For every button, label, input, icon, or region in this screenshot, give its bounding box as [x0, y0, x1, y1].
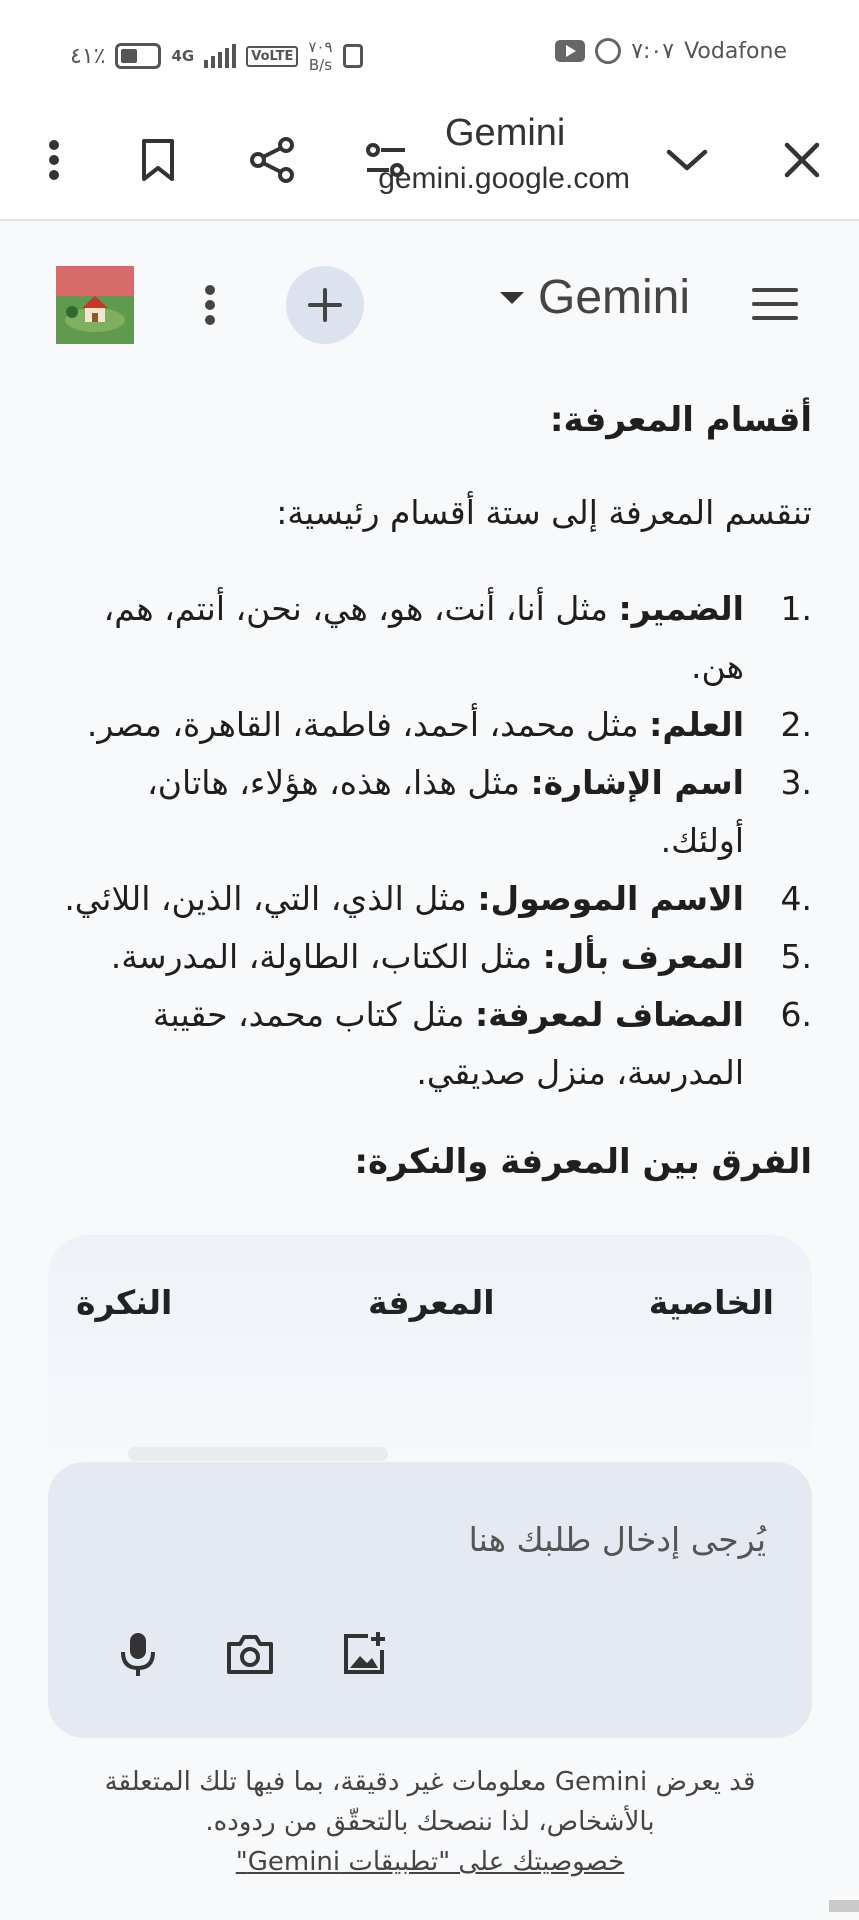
prompt-box[interactable]: [48, 1462, 812, 1738]
more-options-icon[interactable]: [22, 128, 86, 192]
menu-icon[interactable]: [752, 284, 798, 324]
chat-options-icon[interactable]: [190, 276, 230, 334]
table-header-property: الخاصية: [648, 1283, 774, 1322]
list-term: اسم الإشارة:: [530, 763, 744, 802]
status-bar-left: [70, 38, 363, 74]
prompt-input[interactable]: يُرجى إدخال طلبك هنا: [468, 1520, 766, 1559]
speed-unit: B/s: [308, 56, 333, 74]
list-item: [60, 696, 812, 754]
network-speed: [308, 38, 332, 74]
list-item: [60, 580, 812, 696]
list-item: [60, 870, 812, 928]
list-term: المضاف لمعرفة:: [474, 995, 744, 1034]
list-item: [60, 928, 812, 986]
clock: ٧:٠٧: [631, 38, 675, 64]
plus-icon: [307, 287, 343, 323]
table-row: [128, 1447, 388, 1461]
list-number: 4.: [780, 879, 812, 918]
status-bar: [0, 0, 859, 100]
list-term: العلم:: [649, 705, 744, 744]
table-header-indefinite: النكرة: [76, 1283, 173, 1322]
disclaimer-text: قد يعرض Gemini معلومات غير دقيقة، بما فيها تلك المتعلقة بالأشخاص، لذا ننصحك بالتحقّق من ردوده.: [104, 1767, 756, 1837]
page-title: Gemini: [445, 112, 566, 154]
table-header-definite: المعرفة: [368, 1283, 495, 1322]
close-icon[interactable]: [770, 128, 834, 192]
speed-value: ٧٠٩: [308, 38, 333, 56]
signal-icon: [204, 44, 236, 68]
intro-paragraph: تنقسم المعرفة إلى ستة أقسام رئيسية:: [276, 493, 812, 532]
list-number: 3.: [780, 763, 812, 802]
disclaimer: [60, 1762, 800, 1882]
avatar[interactable]: [56, 266, 134, 344]
list-term: الاسم الموصول:: [477, 879, 744, 918]
camera-icon[interactable]: [218, 1622, 282, 1686]
volte-badge: VoLTE: [246, 46, 298, 67]
page-url[interactable]: gemini.google.com: [378, 162, 630, 195]
browser-toolbar: [0, 100, 859, 221]
list-desc: مثل محمد، أحمد، فاطمة، القاهرة، مصر.: [86, 705, 650, 744]
bookmark-icon[interactable]: [126, 128, 190, 192]
whatsapp-icon: [595, 38, 621, 64]
list-number: 1.: [780, 589, 812, 628]
section-heading-2: الفرق بين المعرفة والنكرة:: [354, 1142, 812, 1182]
list-term: الضمير:: [618, 589, 744, 628]
model-switcher[interactable]: [500, 270, 690, 325]
microphone-icon[interactable]: [106, 1622, 170, 1686]
new-chat-button[interactable]: [286, 266, 364, 344]
list-desc: مثل أنا، أنت، هو، هي، نحن، أنتم، هم، هن.: [103, 589, 744, 686]
share-icon[interactable]: [240, 128, 304, 192]
list-item: [60, 754, 812, 870]
brand-name: Gemini: [538, 271, 691, 324]
list-desc: مثل كتاب محمد، حقيبة المدرسة، منزل صديقي.: [152, 995, 744, 1092]
list-desc: مثل الذي، التي، الذين، اللائي.: [64, 879, 478, 918]
knowledge-list: [60, 580, 812, 1102]
network-type: 4G: [171, 47, 195, 65]
list-term: المعرف بأل:: [542, 937, 744, 976]
privacy-link[interactable]: خصوصيتك على "تطبيقات Gemini": [235, 1847, 625, 1877]
nfc-icon: [343, 44, 363, 68]
caret-down-icon: [500, 292, 524, 304]
list-desc: مثل الكتاب، الطاولة، المدرسة.: [110, 937, 543, 976]
list-number: 2.: [780, 705, 812, 744]
add-image-icon[interactable]: [332, 1622, 396, 1686]
status-bar-right: [555, 38, 787, 64]
list-number: 5.: [780, 937, 812, 976]
list-desc: مثل هذا، هذه، هؤلاء، هاتان، أولئك.: [147, 763, 744, 860]
youtube-icon: [555, 40, 585, 62]
response-content: [60, 390, 812, 1192]
section-heading: أقسام المعرفة:: [549, 400, 812, 440]
chevron-down-icon[interactable]: [655, 128, 719, 192]
battery-icon: [115, 43, 161, 69]
list-item: [60, 986, 812, 1102]
list-number: 6.: [780, 995, 812, 1034]
carrier-name: Vodafone: [684, 38, 787, 64]
battery-percent: ٤١٪: [70, 43, 106, 69]
comparison-table: [48, 1235, 812, 1465]
scroll-indicator: [829, 1900, 859, 1912]
